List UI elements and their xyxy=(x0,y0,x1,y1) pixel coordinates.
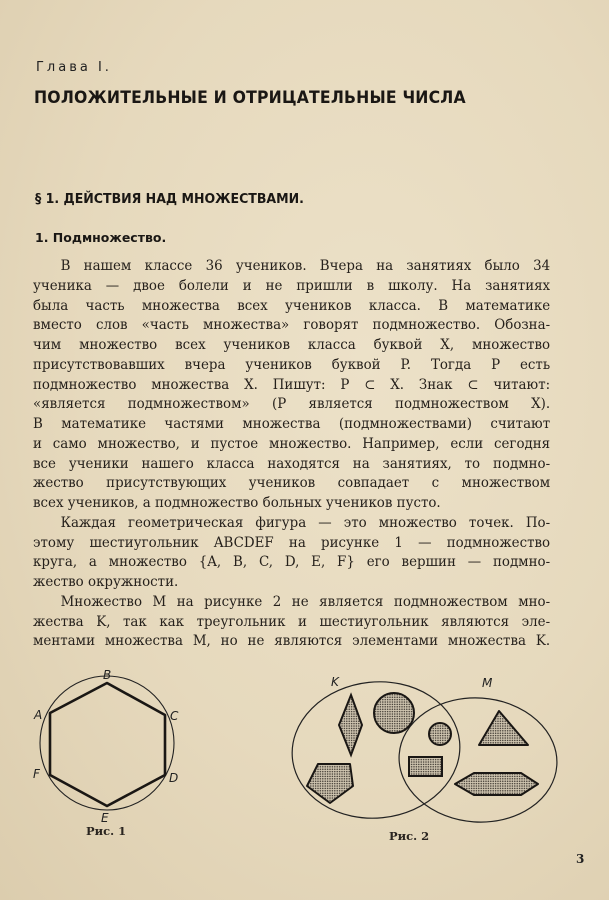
chapter-label: Глава I. xyxy=(36,60,112,75)
set-k-ellipse xyxy=(285,674,466,827)
subsection-title: 1. Подмножество. xyxy=(35,230,167,245)
text-line: ментами множества M, но не являются элементами множества K. xyxy=(33,633,551,650)
figure-1-caption: Рис. 1 xyxy=(86,824,127,838)
text-line: Множество M на рисунке 2 не является подмножеством мно- xyxy=(60,593,551,610)
triangle xyxy=(479,711,528,745)
pentagon xyxy=(307,764,353,803)
text-line: жества K, так как треугольник и шестиугольник являются эле- xyxy=(33,613,551,630)
small-circle xyxy=(429,723,451,745)
text-line: всех учеников, а подмножество больных учеников пусто. xyxy=(33,495,441,511)
text-line: Каждая геометрическая фигура — это множество точек. По- xyxy=(60,514,551,531)
text-line: подмножество множества X. Пишут: P ⊂ X. Знак ⊂ читают: xyxy=(33,376,551,393)
chapter-title: ПОЛОЖИТЕЛЬНЫЕ И ОТРИЦАТЕЛЬНЫЕ ЧИСЛА xyxy=(34,88,466,107)
text-line: ученика — двое болели и не пришли в школу. На занятиях xyxy=(33,277,551,294)
vertex-label-a: A xyxy=(34,708,43,722)
vertex-label-c: C xyxy=(170,709,179,723)
vertex-label-f: F xyxy=(33,767,40,781)
text-line: круга, а множество {A, B, C, D, E, F} его вершин — подмно- xyxy=(33,554,551,571)
figure-2-caption: Рис. 2 xyxy=(389,829,430,843)
section-title: § 1. ДЕЙСТВИЯ НАД МНОЖЕСТВАМИ. xyxy=(35,191,304,207)
circle xyxy=(40,676,174,810)
text-line: была часть множества всех учеников класса. В математике xyxy=(33,297,551,314)
vertex-label-b: B xyxy=(103,668,112,682)
figure-1 xyxy=(33,668,179,825)
big-circle xyxy=(374,693,414,733)
set-label-m: M xyxy=(482,676,493,690)
vertex-label-e: E xyxy=(101,811,109,825)
long-hexagon xyxy=(455,773,538,795)
set-label-k: K xyxy=(331,675,339,689)
text-line: чим множество всех учеников класса буквой X, множество xyxy=(33,337,551,353)
text-line: и само множество, и пустое множество. Например, если сегодня xyxy=(33,435,551,452)
text-line: жество присутствующих учеников совпадает с множеством xyxy=(33,475,551,492)
rectangle xyxy=(409,757,442,776)
text-line: вместо слов «часть множества» говорят подмножество. Обозна- xyxy=(33,317,551,334)
text-line: жество окружности. xyxy=(33,574,179,590)
text-line: присутствовавших вчера учеников буквой P. Тогда P есть xyxy=(33,356,551,373)
page-number: 3 xyxy=(576,852,585,866)
text-line: все ученики нашего класса находятся на занятиях, то подмно- xyxy=(33,455,551,472)
text-line: В нашем классе 36 учеников. Вчера на занятиях было 34 xyxy=(60,258,551,274)
vertex-label-d: D xyxy=(169,771,179,785)
text-line: В математике частями множества (подмножествами) считают xyxy=(33,416,551,432)
text-line: этому шестиугольник ABCDEF на рисунке 1 — подмножество xyxy=(33,534,551,551)
figure-2 xyxy=(285,674,561,828)
hexagon-abcdef xyxy=(50,683,165,806)
text-line: «является подмножеством» (P является подмножеством X). xyxy=(33,396,551,413)
rhombus xyxy=(339,695,362,755)
